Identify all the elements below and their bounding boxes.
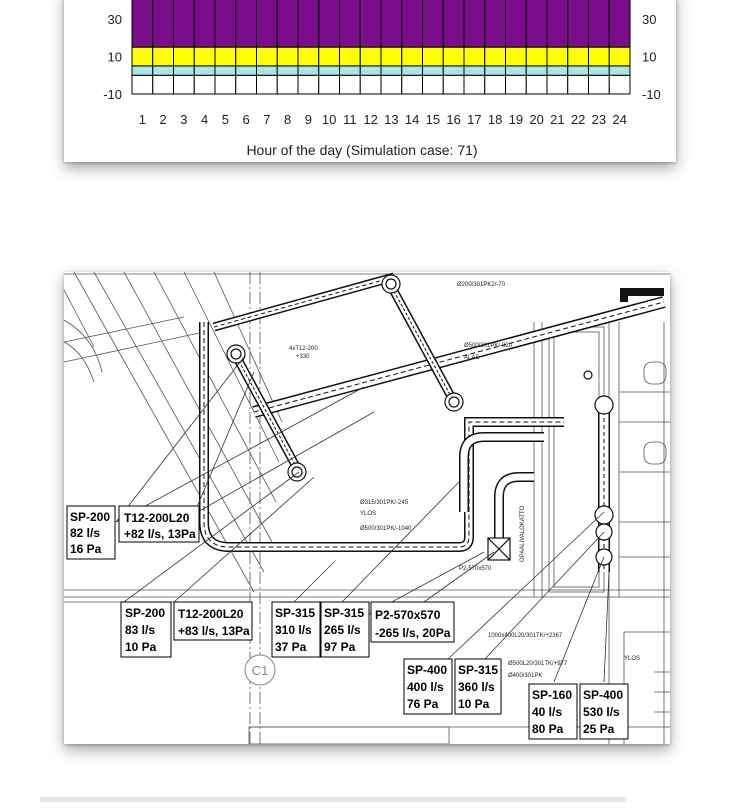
svg-text:530 l/s: 530 l/s [583, 705, 620, 719]
bar-segment [360, 66, 381, 75]
bar-segment [236, 47, 257, 66]
svg-text:16 Pa: 16 Pa [70, 542, 102, 556]
bar-segment [485, 47, 506, 66]
y-tick-label: -10 [642, 87, 661, 102]
svg-text:10 Pa: 10 Pa [125, 640, 157, 654]
duct-network [204, 277, 664, 572]
x-tick-label: 17 [467, 112, 482, 127]
svg-text:P2-570x570: P2-570x570 [375, 608, 441, 622]
svg-text:37 Pa: 37 Pa [275, 640, 307, 654]
bar-segment [194, 75, 215, 94]
x-tick-label: 19 [508, 112, 524, 127]
bar-segment [526, 47, 547, 66]
svg-text:4xT12-200: 4xT12-200 [289, 346, 318, 352]
chart-panel [64, 0, 676, 162]
callout-sp315-c [455, 659, 501, 714]
bar-segment [257, 66, 278, 75]
svg-text:Ø500L20/301TK/+977: Ø500L20/301TK/+977 [508, 661, 568, 667]
bar-segment [464, 66, 485, 75]
grid-marker-label: C1 [251, 663, 269, 678]
bar-segment [257, 75, 278, 94]
x-tick-label: 11 [343, 112, 357, 127]
bar-segment [360, 75, 381, 94]
svg-text:SP-315: SP-315 [324, 606, 365, 620]
svg-text:T12-200L20: T12-200L20 [124, 511, 190, 525]
callout-sp200-b [121, 602, 171, 657]
bar-segment [589, 75, 610, 94]
x-tick-label: 23 [591, 112, 607, 127]
bar-segment [381, 66, 402, 75]
callout-t12-a [119, 506, 199, 542]
callout-sp315-b [321, 602, 369, 657]
svg-text:400 l/s: 400 l/s [407, 680, 444, 694]
bar-segment [609, 75, 630, 94]
svg-text:Ø200/301PK2/-70: Ø200/301PK2/-70 [457, 282, 506, 288]
bar-segment [174, 0, 195, 47]
bar-segment [194, 66, 215, 75]
bar-segment [547, 75, 568, 94]
bar-segment [443, 0, 464, 47]
x-tick-label: 7 [263, 112, 271, 127]
x-tick-label: 6 [242, 112, 250, 127]
x-tick-label: 8 [284, 112, 292, 127]
bar-segment [609, 0, 630, 47]
svg-text:T12-200L20: T12-200L20 [178, 607, 244, 621]
bar-segment [443, 66, 464, 75]
bar-segment [257, 47, 278, 66]
bar-segment [215, 75, 236, 94]
svg-text:SP-200: SP-200 [125, 606, 166, 620]
bar-segment [153, 0, 174, 47]
svg-text:SP-200: SP-200 [70, 510, 111, 524]
callout-sp400-b [580, 684, 628, 739]
x-tick-label: 2 [159, 112, 167, 127]
x-tick-label: 22 [570, 112, 586, 127]
svg-text:ALAS: ALAS [464, 355, 480, 361]
bar-segment [194, 0, 215, 47]
svg-text:76 Pa: 76 Pa [407, 697, 439, 711]
bar-segment [319, 0, 340, 47]
callout-sp160 [529, 684, 577, 739]
svg-text:40 l/s: 40 l/s [532, 705, 563, 719]
svg-text:-265 l/s, 20Pa: -265 l/s, 20Pa [375, 626, 451, 640]
callout-t12-b [174, 602, 252, 640]
stacked-bar-chart [64, 0, 676, 162]
bar-segment [609, 66, 630, 75]
bar-segment [236, 0, 257, 47]
bar-segment [132, 47, 153, 66]
hvac-drawing-panel [64, 272, 670, 744]
bar-segment [236, 75, 257, 94]
bar-segment [547, 66, 568, 75]
svg-text:82 l/s: 82 l/s [70, 526, 101, 540]
y-tick-label: 10 [642, 49, 657, 65]
bar-segment [277, 47, 298, 66]
bar-segment [402, 0, 423, 47]
x-tick-label: 18 [487, 112, 503, 127]
bar-segment [132, 75, 153, 94]
x-tick-label: 12 [363, 112, 378, 127]
bar-segment [568, 0, 589, 47]
svg-text:OPAALIVALOKATTO: OPAALIVALOKATTO [520, 505, 526, 562]
svg-text:P2-570x570: P2-570x570 [459, 566, 492, 572]
svg-text:+83 l/s, 13Pa: +83 l/s, 13Pa [178, 624, 250, 638]
bar-segment [464, 0, 485, 47]
svg-text:+82 l/s, 13Pa: +82 l/s, 13Pa [124, 527, 196, 541]
bar-segment [381, 47, 402, 66]
svg-text:1000x400L20/301TK/+2367: 1000x400L20/301TK/+2367 [488, 633, 563, 639]
bar-segment [402, 75, 423, 94]
x-tick-label: 24 [612, 112, 627, 127]
bar-segment [215, 0, 236, 47]
y-tick-label: 10 [107, 49, 122, 65]
x-tick-label: 1 [138, 112, 146, 127]
bar-segment [319, 75, 340, 94]
bar-segment [340, 0, 361, 47]
svg-text:SP-315: SP-315 [458, 663, 499, 677]
svg-text:25 Pa: 25 Pa [583, 722, 615, 736]
callout-p2 [371, 602, 454, 642]
divider [40, 797, 626, 802]
bar-segment [153, 66, 174, 75]
bar-segment [257, 0, 278, 47]
svg-text:SP-400: SP-400 [583, 688, 624, 702]
bar-segment [174, 66, 195, 75]
bar-segment [526, 0, 547, 47]
bar-segment [568, 66, 589, 75]
svg-text:Ø500/301PK/-1040: Ø500/301PK/-1040 [360, 526, 412, 532]
bar-segment [423, 75, 444, 94]
svg-text:SP-160: SP-160 [532, 688, 573, 702]
bar-segment [215, 47, 236, 66]
bar-segment [236, 66, 257, 75]
x-tick-label: 5 [221, 112, 229, 127]
bar-segment [485, 75, 506, 94]
bar-segment [589, 66, 610, 75]
bar-segment [506, 66, 527, 75]
svg-text:360 l/s: 360 l/s [458, 680, 495, 694]
y-tick-label: 30 [642, 12, 657, 27]
hvac-floor-plan [64, 272, 670, 744]
svg-text:83 l/s: 83 l/s [125, 623, 156, 637]
x-axis-label: Hour of the day (Simulation case: 71) [246, 142, 478, 158]
bar-segment [423, 47, 444, 66]
bar-segment [464, 75, 485, 94]
bar-segment [340, 66, 361, 75]
bar-segment [506, 47, 527, 66]
bar-segment [360, 0, 381, 47]
bar-segment [298, 75, 319, 94]
bar-segment [340, 47, 361, 66]
bar-segment [485, 66, 506, 75]
svg-text:YLOS: YLOS [360, 511, 377, 517]
svg-text:SP-400: SP-400 [407, 663, 448, 677]
bar-segment [174, 47, 195, 66]
bar-segment [153, 75, 174, 94]
bar-segment [423, 0, 444, 47]
x-tick-label: 3 [180, 112, 188, 127]
svg-text:Ø315/301PK/-245: Ø315/301PK/-245 [360, 500, 409, 506]
svg-text:+330: +330 [296, 354, 310, 360]
bar-segment [360, 47, 381, 66]
bar-segment [277, 0, 298, 47]
svg-text:265 l/s: 265 l/s [324, 623, 361, 637]
svg-text:SP-315: SP-315 [275, 606, 316, 620]
bar-segment [298, 47, 319, 66]
x-tick-label: 14 [404, 112, 420, 127]
bar-segment [443, 75, 464, 94]
bar-segment [526, 66, 547, 75]
bar-segment [174, 75, 195, 94]
bar-segment [423, 66, 444, 75]
svg-text:10 Pa: 10 Pa [458, 697, 490, 711]
svg-text:80 Pa: 80 Pa [532, 722, 564, 736]
bar-segment [277, 66, 298, 75]
bar-segment [381, 75, 402, 94]
bar-segment [589, 0, 610, 47]
grid-marker [245, 655, 275, 685]
y-tick-label: -10 [103, 87, 122, 102]
bar-segment [443, 47, 464, 66]
x-tick-label: 15 [425, 112, 441, 127]
bar-segment [194, 47, 215, 66]
bar-segment [132, 0, 153, 47]
x-tick-label: 21 [550, 112, 565, 127]
svg-text:YLOS: YLOS [624, 656, 641, 662]
bar-segment [464, 47, 485, 66]
svg-text:Ø500/301PK/-820: Ø500/301PK/-820 [464, 343, 513, 349]
bar-segment [547, 47, 568, 66]
bar-segment [589, 47, 610, 66]
callout-sp400-a [404, 659, 452, 714]
bar-segment [568, 47, 589, 66]
x-tick-label: 13 [384, 112, 399, 127]
bar-segment [319, 66, 340, 75]
bar-segment [485, 0, 506, 47]
bar-segment [132, 66, 153, 75]
x-tick-label: 16 [446, 112, 461, 127]
bar-segment [381, 0, 402, 47]
bar-segment [277, 75, 298, 94]
bar-segment [402, 66, 423, 75]
bar-segment [568, 75, 589, 94]
bar-segment [298, 66, 319, 75]
x-tick-label: 20 [529, 112, 544, 127]
bar-segment [609, 47, 630, 66]
svg-text:97 Pa: 97 Pa [324, 640, 356, 654]
bar-segment [340, 75, 361, 94]
callout-sp200-a [67, 506, 115, 559]
bar-segment [526, 75, 547, 94]
bar-segment [215, 66, 236, 75]
svg-text:Ø400/301PK: Ø400/301PK [508, 673, 543, 679]
bar-segment [402, 47, 423, 66]
y-tick-label: 30 [107, 12, 122, 27]
callout-labels [67, 506, 628, 739]
bar-segment [298, 0, 319, 47]
x-tick-label: 4 [201, 112, 209, 127]
callout-sp315-a [272, 602, 320, 657]
x-tick-label: 9 [304, 112, 312, 127]
bar-segment [506, 0, 527, 47]
bar-segment [506, 75, 527, 94]
svg-text:310 l/s: 310 l/s [275, 623, 312, 637]
bar-segment [319, 47, 340, 66]
bar-segment [153, 47, 174, 66]
bar-segment [547, 0, 568, 47]
x-tick-label: 10 [321, 112, 337, 127]
